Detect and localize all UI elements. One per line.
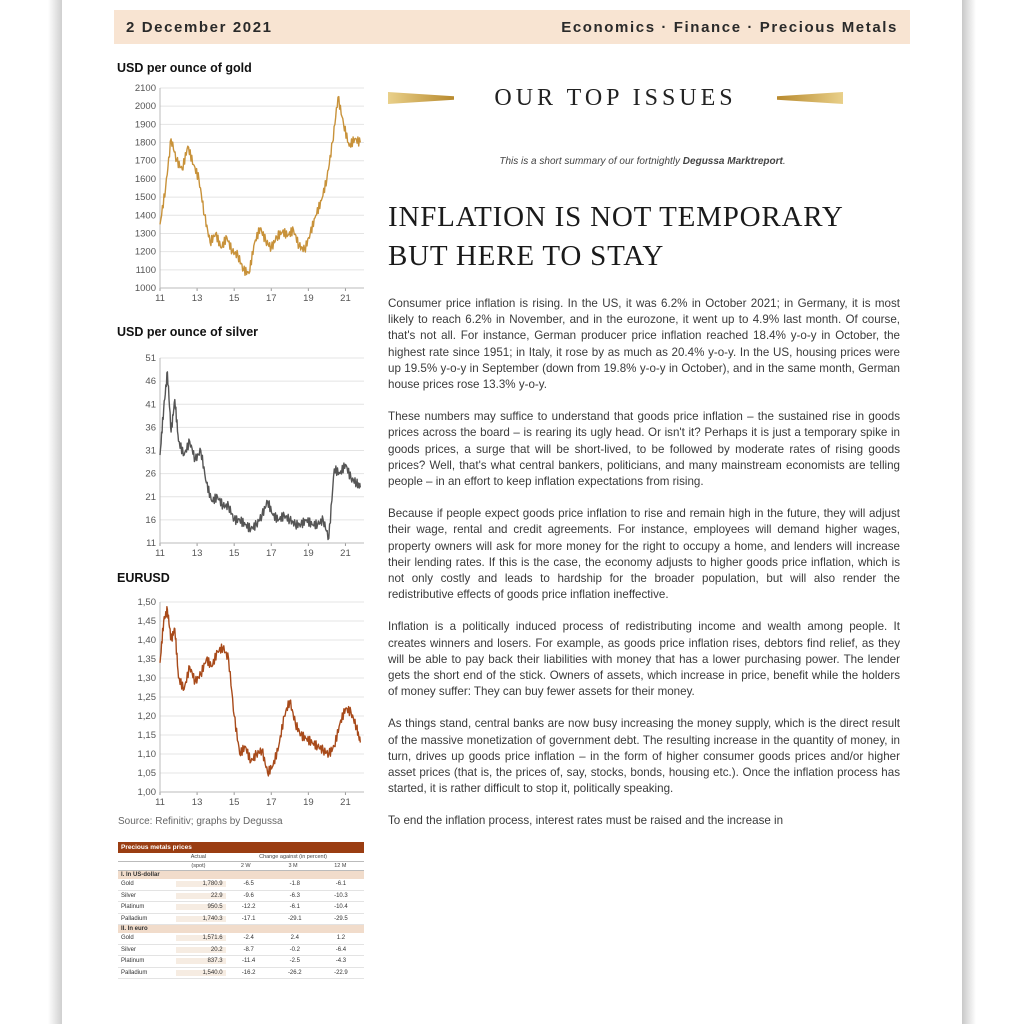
change-12m: -10.4 bbox=[334, 904, 348, 911]
metal-name: Palladium bbox=[121, 969, 148, 976]
change-2w: -17.1 bbox=[241, 915, 256, 922]
spot-price: 837.3 bbox=[176, 958, 225, 964]
table-subheader-2w: 2 W bbox=[240, 863, 251, 869]
change-12m: -6.4 bbox=[335, 946, 347, 953]
x-tick-label: 17 bbox=[265, 293, 277, 304]
y-tick-label: 1,50 bbox=[137, 597, 156, 608]
table-subheader-12m: 12 M bbox=[334, 863, 347, 869]
y-tick-label: 1,15 bbox=[137, 730, 156, 741]
chart-source-note: Source: Refinitiv; graphs by Degussa bbox=[118, 816, 283, 827]
x-tick-label: 13 bbox=[191, 548, 203, 559]
change-12m: -4.3 bbox=[335, 958, 347, 965]
spot-price: 950.5 bbox=[176, 904, 225, 910]
y-tick-label: 21 bbox=[145, 491, 156, 503]
table-header-blank bbox=[118, 853, 175, 861]
article-paragraph: Inflation is a politically induced process of redistributing income and wealth among people. It creates winners and losers. For example, as goods price inflation rises, debtors find relief, as they will be able to pay back their liabilities with money that has a lower purchasing power. The lender gets the short end of the stick. Owners of assets, which increase in price, benefit while the holders of money suffer: They can buy fewer assets for their money. bbox=[388, 620, 900, 699]
x-tick-label: 13 bbox=[191, 293, 203, 304]
article-paragraph: To end the inflation process, interest rates must be raised and the increase in bbox=[388, 814, 784, 828]
y-tick-label: 1300 bbox=[134, 228, 156, 240]
y-tick-label: 1700 bbox=[134, 155, 156, 167]
date-bar bbox=[114, 10, 910, 44]
spot-price: 22.9 bbox=[176, 893, 225, 899]
y-tick-label: 11 bbox=[146, 538, 156, 549]
x-tick-label: 15 bbox=[228, 548, 240, 559]
y-tick-label: 36 bbox=[145, 422, 156, 434]
metal-name: Platinum bbox=[121, 904, 145, 911]
x-tick-label: 19 bbox=[303, 548, 314, 559]
y-tick-label: 2100 bbox=[134, 83, 156, 94]
change-2w: -6.5 bbox=[243, 881, 254, 888]
change-12m: -6.1 bbox=[335, 881, 347, 888]
table-row bbox=[118, 891, 364, 903]
table-row bbox=[118, 914, 364, 926]
top-issues-banner bbox=[388, 80, 843, 116]
spot-price: 1,540.0 bbox=[176, 970, 225, 976]
y-tick-label: 1000 bbox=[134, 283, 156, 294]
y-tick-label: 1800 bbox=[134, 137, 156, 149]
spot-price: 1,780.9 bbox=[176, 881, 225, 887]
summary-line: This is a short summary of our fortnightly Degussa Marktreport. bbox=[499, 156, 786, 167]
x-tick-label: 21 bbox=[340, 293, 351, 304]
table-row bbox=[118, 879, 364, 891]
x-tick-label: 19 bbox=[303, 797, 314, 808]
gold-chart-title: USD per ounce of gold bbox=[117, 61, 252, 75]
headline-line-2: BUT HERE TO STAY bbox=[388, 240, 665, 272]
metal-name: Silver bbox=[121, 892, 137, 899]
y-tick-label: 1,00 bbox=[137, 787, 156, 798]
table-subheader-row bbox=[118, 862, 364, 871]
change-3m: -6.1 bbox=[289, 904, 300, 911]
page-shadow-right bbox=[962, 0, 976, 1024]
y-tick-label: 1,40 bbox=[137, 635, 156, 646]
document-page bbox=[62, 0, 962, 1024]
change-12m: 1.2 bbox=[336, 935, 346, 942]
table-header-actual: Actual bbox=[190, 854, 207, 860]
series-line bbox=[160, 372, 360, 540]
topic-list: Economics · Finance · Precious Metals bbox=[561, 18, 898, 36]
table-row bbox=[118, 968, 364, 980]
y-tick-label: 1,20 bbox=[137, 711, 156, 722]
metal-name: Gold bbox=[121, 881, 134, 888]
x-tick-label: 17 bbox=[265, 797, 277, 808]
change-2w: -11.4 bbox=[242, 958, 256, 965]
table-section-title: II. In euro bbox=[118, 925, 364, 933]
banner-right-ornament-icon bbox=[777, 92, 843, 104]
x-tick-label: 19 bbox=[303, 293, 314, 304]
series-line bbox=[160, 97, 360, 276]
x-tick-label: 15 bbox=[228, 797, 240, 808]
y-tick-label: 1,10 bbox=[137, 749, 156, 760]
table-row bbox=[118, 945, 364, 957]
y-tick-label: 1,05 bbox=[137, 768, 156, 779]
metal-name: Palladium bbox=[121, 915, 148, 922]
precious-metals-table bbox=[118, 842, 364, 979]
x-tick-label: 15 bbox=[228, 293, 240, 304]
table-row bbox=[118, 956, 364, 968]
change-12m: -10.3 bbox=[334, 892, 348, 899]
change-2w: -8.7 bbox=[243, 946, 254, 953]
y-tick-label: 51 bbox=[145, 353, 156, 364]
article-body bbox=[388, 296, 900, 846]
change-2w: -16.2 bbox=[241, 969, 256, 976]
y-tick-label: 26 bbox=[145, 468, 156, 480]
x-tick-label: 11 bbox=[155, 548, 165, 559]
change-12m: -29.5 bbox=[334, 915, 348, 922]
series-line bbox=[160, 607, 360, 776]
spot-price: 1,571.6 bbox=[176, 935, 225, 941]
table-row bbox=[118, 933, 364, 945]
silver-price-chart bbox=[112, 350, 372, 565]
y-tick-label: 1100 bbox=[135, 264, 156, 276]
article-paragraph: Because if people expect goods price inflation to rise and remain high in the future, they will adjust their wage, rental and credit agreements. For instance, employees will demand higher wages, property owners will ask for more money for the right to occupy a home, and lenders will increase their lending rates. If this is the case, the economy adjusts to higher goods price inflation, which is not only costly and leads to hardship for the broader population, but will also render the redistributive effects of goods price inflation ineffective. bbox=[388, 507, 900, 602]
x-tick-label: 21 bbox=[340, 797, 351, 808]
banner-label: OUR TOP ISSUES bbox=[494, 84, 737, 111]
eurusd-chart bbox=[112, 594, 372, 814]
y-tick-label: 1,30 bbox=[137, 673, 156, 684]
y-tick-label: 1200 bbox=[134, 246, 156, 258]
y-tick-label: 1,45 bbox=[137, 616, 156, 627]
table-title: Precious metals prices bbox=[118, 842, 364, 853]
y-tick-label: 1,25 bbox=[137, 692, 156, 703]
y-tick-label: 1500 bbox=[134, 192, 156, 204]
page-shadow-left bbox=[48, 0, 62, 1024]
change-2w: -9.6 bbox=[243, 892, 254, 899]
table-header-row bbox=[118, 853, 364, 862]
table-subheader-3m: 3 M bbox=[288, 863, 298, 869]
change-3m: -26.2 bbox=[287, 969, 302, 976]
change-3m: -0.2 bbox=[289, 946, 300, 953]
headline-line-1: INFLATION IS NOT TEMPORARY bbox=[388, 201, 844, 233]
table-subheader-blank bbox=[118, 862, 175, 870]
spot-price: 20.2 bbox=[176, 947, 225, 953]
change-3m: -1.8 bbox=[289, 881, 300, 888]
change-3m: -6.3 bbox=[289, 892, 300, 899]
change-3m: -2.5 bbox=[289, 958, 300, 965]
metal-name: Platinum bbox=[121, 958, 145, 965]
banner-left-ornament-icon bbox=[388, 92, 454, 104]
y-tick-label: 1,35 bbox=[137, 654, 156, 665]
y-tick-label: 1400 bbox=[134, 210, 156, 222]
x-tick-label: 21 bbox=[340, 548, 351, 559]
table-subheader-spot: (spot) bbox=[191, 863, 206, 869]
change-2w: -12.2 bbox=[241, 904, 256, 911]
metal-name: Silver bbox=[121, 946, 137, 953]
change-12m: -22.9 bbox=[334, 969, 348, 976]
article-paragraph: These numbers may suffice to understand that goods price inflation – the sustained rise in goods prices across the board – is rearing its ugly head. Or isn't it? Perhaps it is just a temporary spike in goods prices, a surge that will be short-lived, to be followed by moderate rates of rising goods prices? Well, that's what central bankers, politicians, and many mainstream economists are telling people – in an effort to keep inflation expectations from rising. bbox=[388, 410, 900, 489]
y-tick-label: 2000 bbox=[134, 101, 156, 113]
x-tick-label: 11 bbox=[155, 797, 165, 808]
y-tick-label: 1900 bbox=[134, 119, 156, 131]
y-tick-label: 31 bbox=[145, 445, 156, 457]
summary-publication: Degussa Marktreport bbox=[682, 156, 783, 167]
article-headline bbox=[388, 198, 900, 276]
table-header-change: Change against (in percent) bbox=[259, 854, 327, 860]
eurusd-chart-title: EURUSD bbox=[117, 571, 170, 585]
issue-date: 2 December 2021 bbox=[126, 18, 273, 36]
table-section-title: I. In US-dollar bbox=[118, 871, 364, 879]
summary-text: This is a short summary of our fortnightly bbox=[499, 156, 683, 167]
table-row bbox=[118, 902, 364, 914]
x-tick-label: 17 bbox=[265, 548, 277, 559]
metal-name: Gold bbox=[121, 935, 134, 942]
change-3m: 2.4 bbox=[290, 935, 299, 942]
y-tick-label: 1600 bbox=[134, 173, 156, 185]
spot-price: 1,740.3 bbox=[176, 916, 225, 922]
x-tick-label: 11 bbox=[155, 293, 165, 304]
table-body bbox=[118, 871, 364, 979]
silver-chart-title: USD per ounce of silver bbox=[117, 325, 259, 339]
article-paragraph: As things stand, central banks are now busy increasing the money supply, which is the direct result of the massive monetization of government debt. The resulting increase in the quantity of money, in turn, drives up goods price inflation – in the form of higher consumer goods prices and/or higher asset prices (that is, the prices of, say, stocks, bonds, housing etc.). Once the inflation process has started, it is rather difficult to stop it, politically speaking. bbox=[388, 717, 900, 796]
article-paragraph: Consumer price inflation is rising. In the US, it was 6.2% in October 2021; in Germany, it is most likely to reach 6.2% in November, and in the eurozone, it went up to 4.9% last month. Of course, that's not all. For instance, German producer price inflation reached 18.4% y-o-y in October, the highest rate since 1951; in Italy, it rose by as much as 20.4% y-o-y. In the US, housing prices were up 19.5% y-o-y in September (down from 19.8% y-o-y in October), and in the same month, German house prices rose 13.3% y-o-y. bbox=[388, 297, 900, 392]
gold-price-chart bbox=[112, 80, 372, 310]
change-3m: -29.1 bbox=[287, 915, 302, 922]
change-2w: -2.4 bbox=[243, 935, 254, 942]
x-tick-label: 13 bbox=[191, 797, 203, 808]
y-tick-label: 46 bbox=[145, 376, 156, 388]
y-tick-label: 41 bbox=[145, 399, 156, 411]
y-tick-label: 16 bbox=[145, 514, 156, 526]
